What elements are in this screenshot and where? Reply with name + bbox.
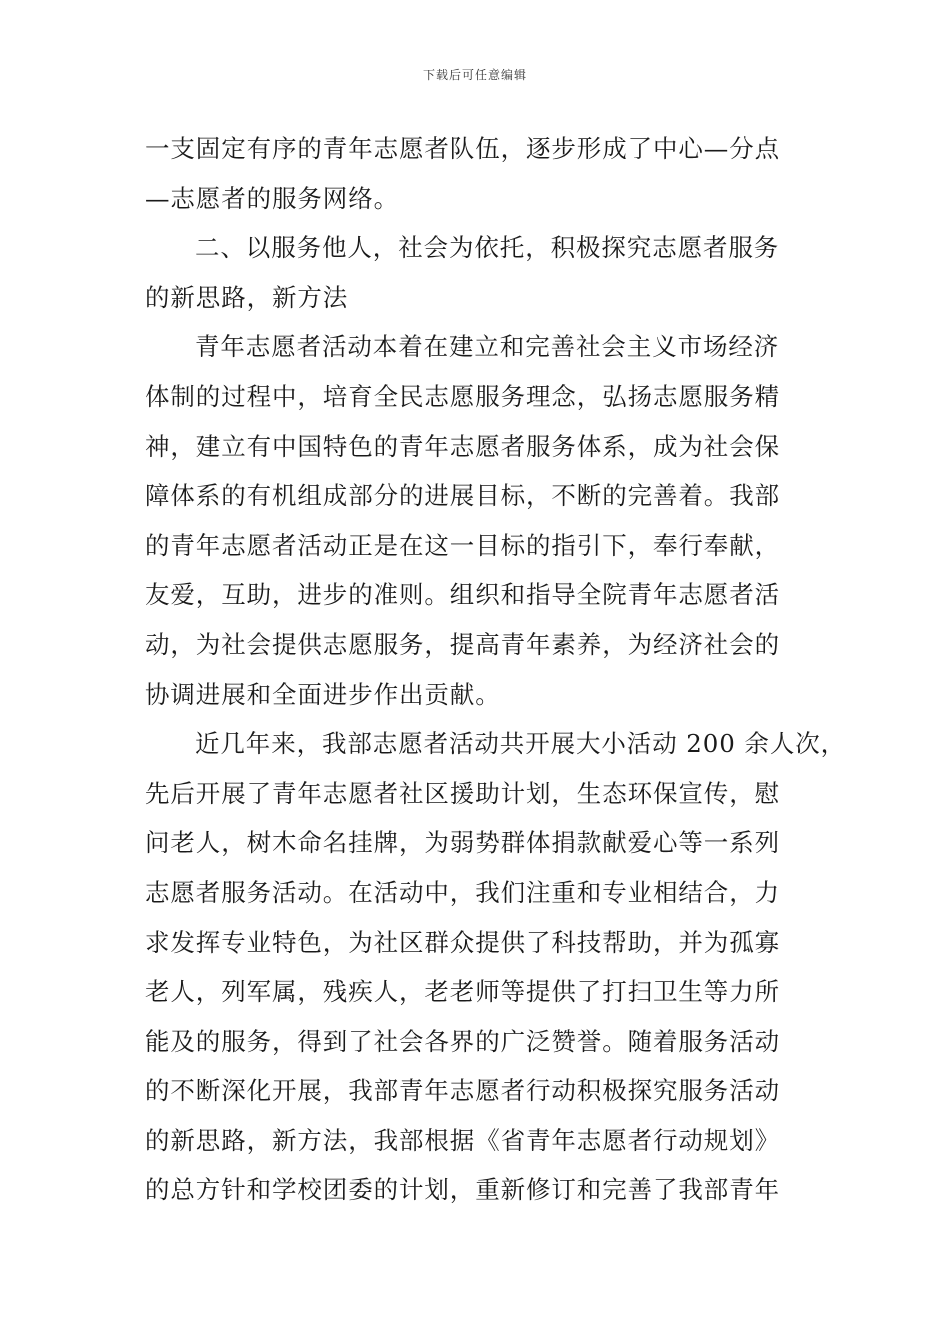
text-line: 老人，列军属，残疾人，老老师等提供了打扫卫生等力所	[145, 977, 780, 1007]
text-line: 神，建立有中国特色的青年志愿者服务体系，成为社会保	[145, 431, 780, 461]
text-line: 友爱，互助，进步的准则。组织和指导全院青年志愿者活	[145, 580, 780, 610]
text-line: 的新思路，新方法，我部根据《省青年志愿者行动规划》	[145, 1125, 780, 1155]
paragraph-start-line: 青年志愿者活动本着在建立和完善社会主义市场经济	[195, 332, 780, 362]
document-body	[145, 124, 847, 1215]
section-heading-line: 的新思路，新方法	[145, 282, 349, 312]
text-line: 动，为社会提供志愿服务，提高青年素养，为经济社会的	[145, 629, 780, 659]
text-line: 的不断深化开展，我部青年志愿者行动积极探究服务活动	[145, 1076, 780, 1106]
text-line: 能及的服务，得到了社会各界的广泛赞誉。随着服务活动	[145, 1026, 780, 1056]
text-line: 的总方针和学校团委的计划，重新修订和完善了我部青年	[145, 1175, 780, 1205]
text-line: 协调进展和全面进步作出贡献。	[145, 679, 501, 709]
text-line: —志愿者的服务网络。	[145, 183, 399, 213]
text-line: 求发挥专业特色，为社区群众提供了科技帮助，并为孤寡	[145, 927, 780, 957]
text-line: 的青年志愿者活动正是在这一目标的指引下，奉行奉献，	[145, 530, 780, 560]
section-heading-line: 二、以服务他人，社会为依托，积极探究志愿者服务	[195, 233, 780, 263]
paragraph-start-line: 近几年来，我部志愿者活动共开展大小活动 200 余人次，	[195, 729, 847, 759]
text-line: 一支固定有序的青年志愿者队伍，逐步形成了中心—分点	[145, 134, 780, 163]
text-line: 问老人，树木命名挂牌，为弱势群体捐款献爱心等一系列	[145, 828, 780, 858]
text-line: 先后开展了青年志愿者社区援助计划，生态环保宣传，慰	[145, 778, 780, 808]
text-line: 障体系的有机组成部分的进展目标，不断的完善着。我部	[145, 481, 780, 511]
text-line: 体制的过程中，培育全民志愿服务理念，弘扬志愿服务精	[145, 381, 780, 411]
text-line: 志愿者服务活动。在活动中，我们注重和专业相结合，力	[145, 877, 780, 907]
page-header-note: 下载后可任意编辑	[422, 68, 527, 82]
